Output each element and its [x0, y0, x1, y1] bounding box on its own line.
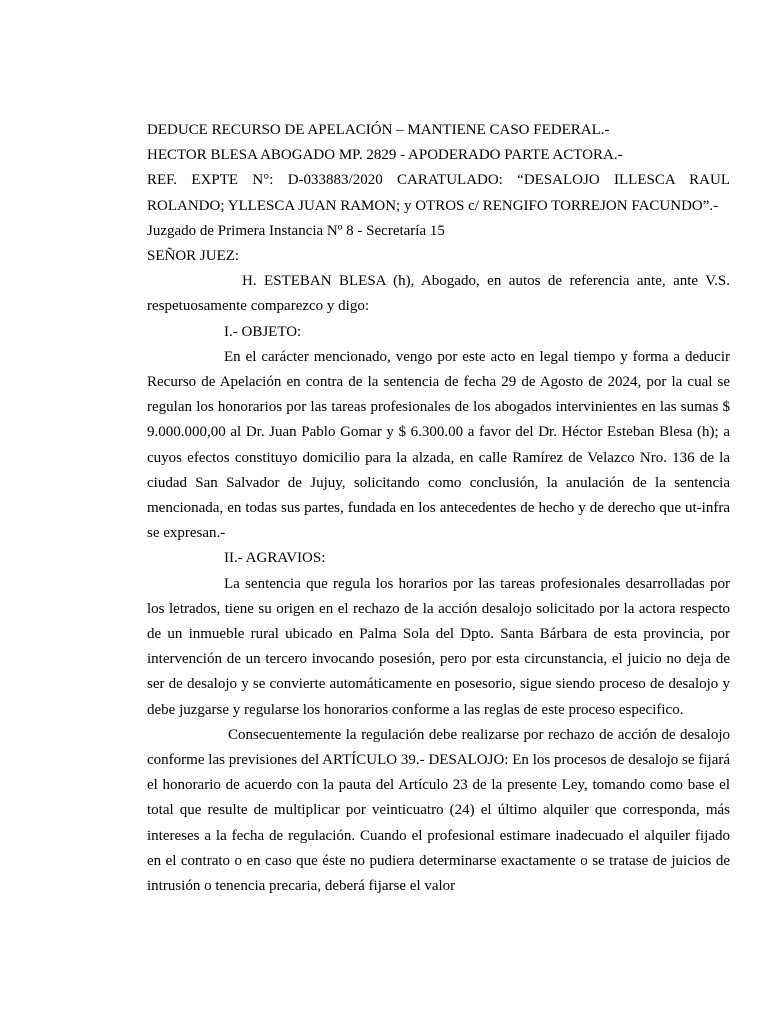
intro-paragraph: H. ESTEBAN BLESA (h), Abogado, en autos de referencia ante, ante V.S. respetuosamente comparezco y digo:	[147, 273, 730, 315]
agravios-paragraph-1: La sentencia que regula los horarios por las tareas profesionales desarrolladas por los letrados, tiene su origen en el rechazo de la acción desalojo solicitado por la actora respecto de un inmueble rural ubicado en Palma Sola del Dpto. Santa Bárbara de esta provincia, por intervención de un tercero invocando posesión, pero por esta circunstancia, el juicio no deja de ser de desalojo y se convierte automáticamente en posesorio, sigue siendo proceso de desalojo y debe juzgarse y regularse los honorarios conforme a las reglas de este proceso especifico.	[147, 575, 730, 718]
case-reference: REF. EXPTE N°: D-033883/2020 CARATULADO: “DESALOJO ILLESCA RAUL ROLANDO; YLLESCA JUAN RAMON; y OTROS c/ RENGIFO TORREJON FACUNDO”.-	[147, 172, 730, 214]
court-line: Juzgado de Primera Instancia Nº 8 - Secretaría 15	[147, 222, 445, 239]
section-heading-objeto: I.- OBJETO:	[224, 323, 302, 340]
agravios-paragraph-2: Consecuentemente la regulación debe realizarse por rechazo de acción de desalojo conforme las previsiones del ARTÍCULO 39.- DESALOJO: En los procesos de desalojo se fijará el honorario de acuerdo con la pauta del Artículo 23 de la presente Ley, tomando como base el total que resulte de multiplicar por veinticuatro (24) el último alquiler que corresponda, más intereses a la fecha de regulación. Cuando el profesional estimare inadecuado el alquiler fijado en el contrato o en caso que éste no pudiera determinarse exactamente o se tratase de juicios de intrusión o tenencia precaria, deberá fijarse el valor	[147, 726, 730, 895]
document-page	[147, 118, 730, 899]
document-title: DEDUCE RECURSO DE APELACIÓN – MANTIENE CASO FEDERAL.-	[147, 122, 610, 138]
salutation: SEÑOR JUEZ:	[147, 248, 240, 265]
section-heading-agravios: II.- AGRAVIOS:	[224, 550, 326, 567]
lawyer-line: HECTOR BLESA ABOGADO MP. 2829 - APODERADO PARTE ACTORA.-	[147, 147, 623, 164]
objeto-paragraph: En el carácter mencionado, vengo por este acto en legal tiempo y forma a deducir Recurso de Apelación en contra de la sentencia de fecha 29 de Agosto de 2024, por la cual se regulan los honorarios por las tareas profesionales de los abogados intervinientes en las sumas $ 9.000.000,00 al Dr. Juan Pablo Gomar y $ 6.300.00 a favor del Dr. Héctor Esteban Blesa (h); a cuyos efectos constituyo domicilio para la alzada, en calle Ramírez de Velazco Nro. 136 de la ciudad San Salvador de Jujuy, solicitando como conclusión, la anulación de la sentencia mencionada, en todas sus partes, fundada en los antecedentes de hecho y de derecho que ut-infra se expresan.-	[147, 348, 730, 542]
